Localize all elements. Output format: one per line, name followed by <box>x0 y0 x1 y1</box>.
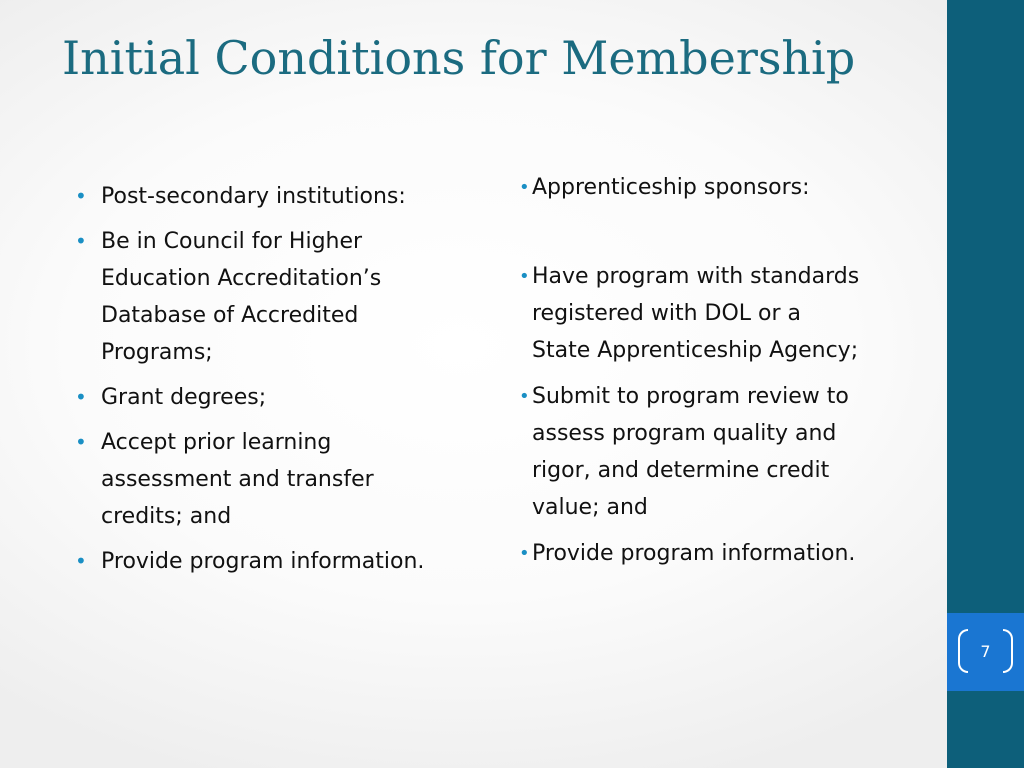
list-item <box>519 535 861 572</box>
list-item-text: Provide program information. <box>532 541 856 566</box>
left-bullet-list <box>75 178 427 588</box>
bullet-icon: • <box>75 430 87 454</box>
list-item <box>75 424 427 535</box>
list-item-text: Apprenticeship sponsors: <box>532 175 810 200</box>
slide-title: Initial Conditions for Membership <box>62 31 856 85</box>
list-item <box>75 379 427 416</box>
list-item <box>75 223 427 371</box>
list-item <box>519 169 861 206</box>
list-item-text: Accept prior learning assessment and transfer credits; and <box>101 430 374 529</box>
list-item-text: Provide program information. <box>101 549 425 574</box>
list-item-text: Grant degrees; <box>101 385 267 410</box>
right-bullet-list <box>519 169 861 581</box>
list-item <box>519 378 861 526</box>
bullet-icon: • <box>75 184 87 208</box>
list-item <box>75 543 427 580</box>
bullet-icon: • <box>519 177 530 198</box>
list-item <box>75 178 427 215</box>
list-item-text: Post-secondary institutions: <box>101 184 406 209</box>
bullet-icon: • <box>519 266 530 287</box>
page-number-badge <box>947 613 1024 691</box>
bullet-icon: • <box>75 549 87 573</box>
page-number: 7 <box>980 642 991 661</box>
bullet-icon: • <box>519 543 530 564</box>
bullet-icon: • <box>75 385 87 409</box>
list-item <box>519 258 861 369</box>
list-item-text: Have program with standards registered with DOL or a State Apprenticeship Agency; <box>532 264 860 363</box>
bullet-icon: • <box>75 229 87 253</box>
list-item-text: Submit to program review to assess program quality and rigor, and determine credit value; and <box>532 384 849 520</box>
bullet-icon: • <box>519 386 530 407</box>
list-item-text: Be in Council for Higher Education Accreditation’s Database of Accredited Programs; <box>101 229 382 365</box>
